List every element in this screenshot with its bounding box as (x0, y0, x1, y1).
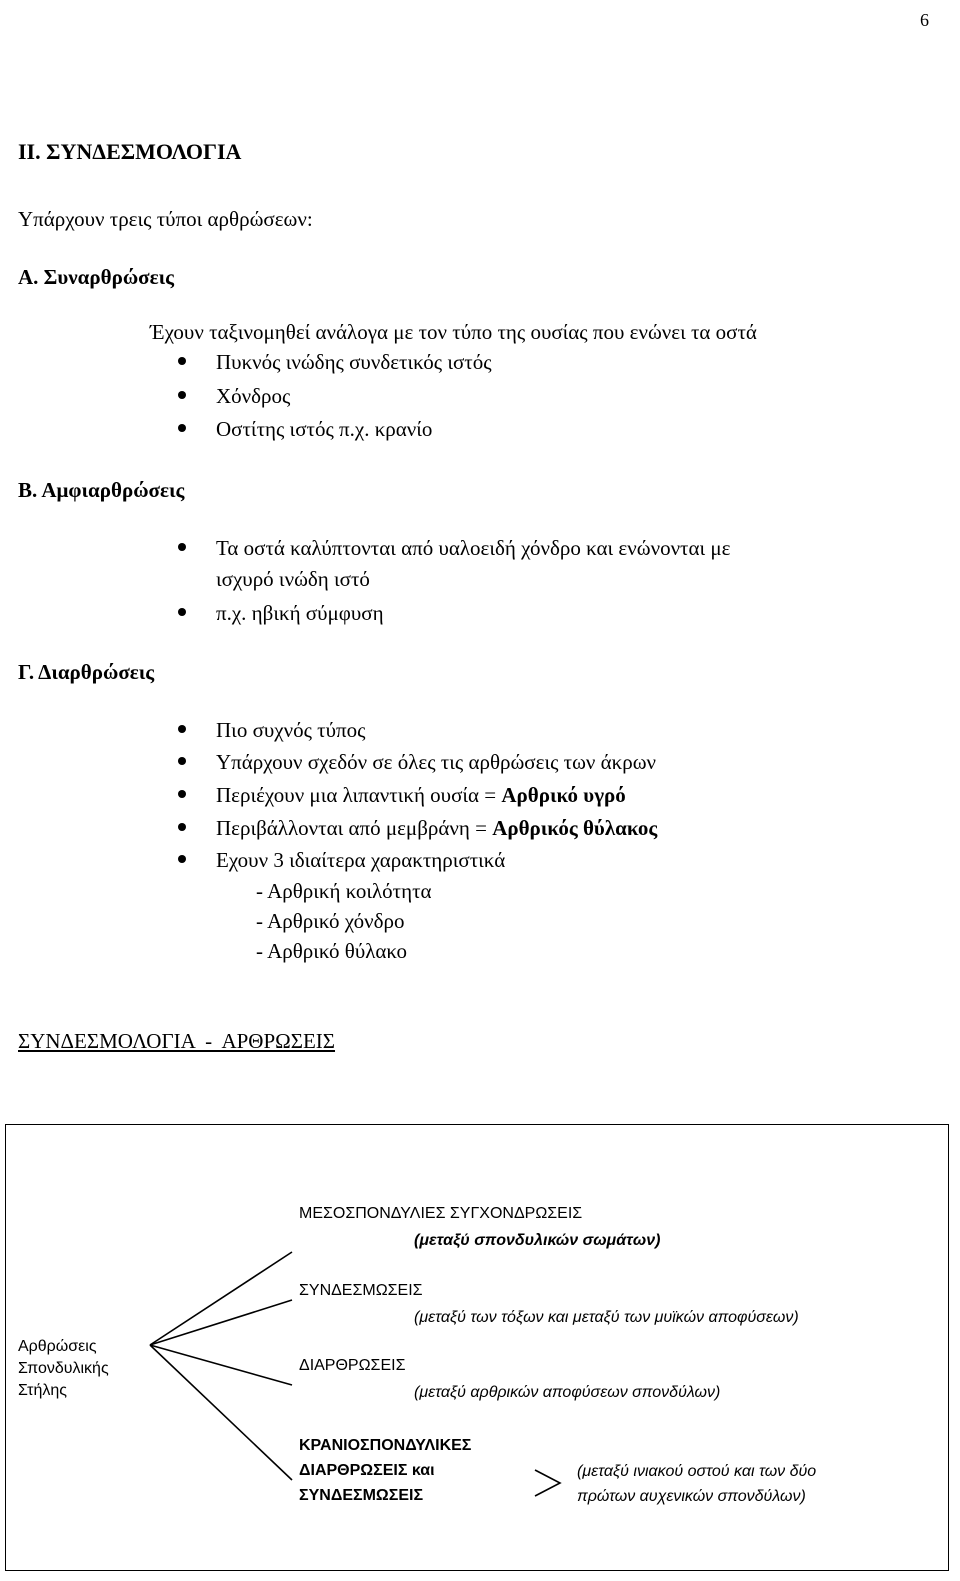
heading-diarthroseis: Γ. Διαρθρώσεις (18, 660, 155, 684)
heading-amfiarthroseis: Β. Αμφιαρθρώσεις (18, 478, 185, 502)
list-item-text: Περιέχουν μια λιπαντική ουσία = (216, 783, 502, 807)
diagram-title: ΣΥΝΔΕΣΜΟΛΟΓΙΑ - ΑΡΘΡΩΣΕΙΣ (18, 1029, 336, 1053)
branch-note: (μεταξύ αρθρικών αποφύσεων σπονδύλων) (414, 1384, 721, 1401)
branch-note-line: (μεταξύ ινιακού οστού και των δύο (577, 1463, 817, 1480)
section-title: ΙΙ. ΣΥΝΔΕΣΜΟΛΟΓΙΑ (18, 139, 242, 164)
sub-item: - Αρθρική κοιλότητα (256, 879, 432, 903)
list-item-text: Περιβάλλονται από μεμβράνη = (216, 816, 493, 840)
branch-note (577, 1459, 816, 1509)
diagram-root (18, 1336, 109, 1402)
branch-title-line: ΚΡΑΝΙΟΣΠΟΝΔΥΛΙΚΕΣ (299, 1437, 472, 1454)
branch-title-line: ΔΙΑΡΘΡΩΣΕΙΣ και (299, 1462, 435, 1479)
root-line: Στήλης (18, 1382, 67, 1399)
root-line: Σπονδυλικής (18, 1360, 109, 1377)
connector-line (150, 1252, 292, 1345)
sub-item: - Αρθρικό χόνδρο (256, 909, 405, 933)
synarthroseis-description: Έχουν ταξινομηθεί ανάλογα με τον τύπο της ουσίας που ενώνει τα οστά (150, 320, 757, 344)
list-item: Τα οστά καλύπτονται από υαλοειδή χόνδρο και ενώνονται με (216, 536, 731, 560)
list-item-continuation: ισχυρό ινώδη ιστό (216, 567, 370, 591)
branch-title: ΣΥΝΔΕΣΜΩΣΕΙΣ (299, 1282, 423, 1299)
heading-synarthroseis: Α. Συναρθρώσεις (18, 265, 174, 289)
list-item: Οστίτης ιστός π.χ. κρανίο (216, 417, 433, 441)
list-item: π.χ. ηβική σύμφυση (216, 601, 384, 625)
intro-text: Υπάρχουν τρεις τύποι αρθρώσεων: (18, 207, 313, 231)
branch-note: (μεταξύ των τόξων και μεταξύ των μυϊκών αποφύσεων) (414, 1309, 799, 1326)
branch-title (299, 1433, 471, 1508)
term-arthriko-ygro: Αρθρικό υγρό (501, 783, 626, 807)
branch-note-line: πρώτων αυχενικών σπονδύλων) (577, 1488, 806, 1505)
connector-line (535, 1470, 560, 1496)
page-number: 6 (920, 10, 929, 30)
list-item: Χόνδρος (216, 384, 291, 408)
root-line: Αρθρώσεις (18, 1338, 97, 1355)
list-item: Εχουν 3 ιδιαίτερα χαρακτηριστικά (216, 848, 506, 872)
list-item: Πυκνός ινώδης συνδετικός ιστός (216, 350, 492, 374)
branch-title-line: ΣΥΝΔΕΣΜΩΣΕΙΣ (299, 1487, 424, 1504)
branch-note: (μεταξύ σπονδυλικών σωμάτων) (414, 1232, 661, 1249)
list-item: Υπάρχουν σχεδόν σε όλες τις αρθρώσεις των άκρων (216, 750, 657, 774)
connector-line (150, 1300, 292, 1345)
branch-title: ΜΕΣΟΣΠΟΝΔΥΛΙΕΣ ΣΥΓΧΟΝΔΡΩΣΕΙΣ (299, 1205, 583, 1222)
branch-title: ΔΙΑΡΘΡΩΣΕΙΣ (299, 1357, 406, 1374)
term-arthrikos-thylakos: Αρθρικός θύλακος (492, 816, 658, 840)
sub-item: - Αρθρικό θύλακο (256, 939, 408, 963)
list-item: Πιο συχνός τύπος (216, 718, 366, 742)
